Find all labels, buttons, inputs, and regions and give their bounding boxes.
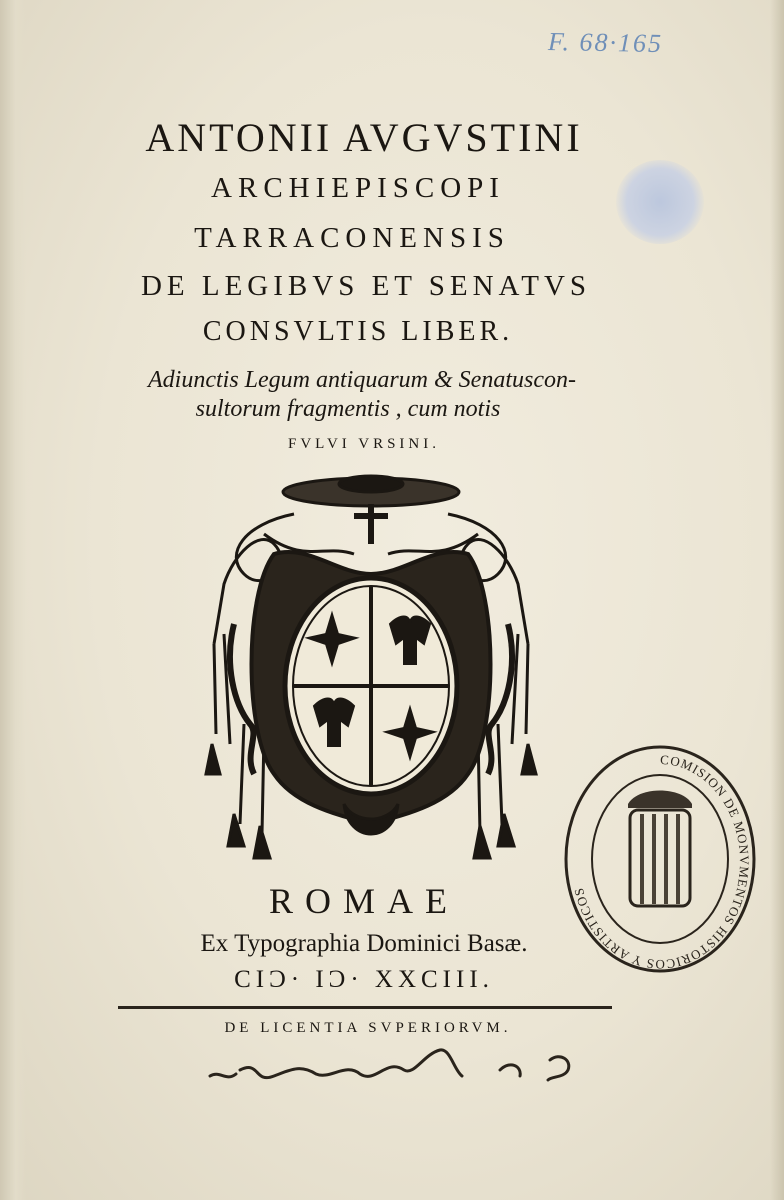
title-author: ANTONII AVGVSTINI	[145, 115, 583, 160]
coat-of-arms	[204, 474, 538, 866]
title-see: TARRACONENSIS	[194, 222, 510, 254]
subtitle-editor: FVLVI VRSINI.	[287, 436, 441, 452]
title-work-1: DE LEGIBVS ET SENATVS	[140, 270, 592, 302]
seal-text: COMISION DE MONVMENTOS HISTORICOS Y ARTISTICOS	[570, 751, 753, 973]
imprint-year: CIϽ· IϽ· XXCIII.	[234, 966, 494, 993]
imprint-printer: Ex Typographia Dominici Basæ.	[200, 930, 528, 957]
shelfmark: F. 68·165	[547, 26, 664, 59]
subtitle-line-2: sultorum fragmentis , cum notis	[195, 396, 501, 422]
subtitle-line-1: Adiunctis Legum antiquarum & Senatuscon-	[148, 367, 576, 393]
title-work-2: CONSVLTIS LIBER.	[202, 316, 514, 347]
divider-rule	[118, 1006, 612, 1009]
svg-text:COMISION DE MONVMENTOS HISTORI	[571, 752, 752, 972]
license-line: DE LICENTIA SVPERIORVM.	[224, 1020, 512, 1036]
page-edge-right	[770, 0, 784, 1200]
title-rank: ARCHIEPISCOPI	[211, 172, 505, 204]
handwritten-signature	[200, 1040, 620, 1090]
ownership-seal	[562, 744, 758, 974]
imprint-city: ROMAE	[268, 881, 459, 921]
